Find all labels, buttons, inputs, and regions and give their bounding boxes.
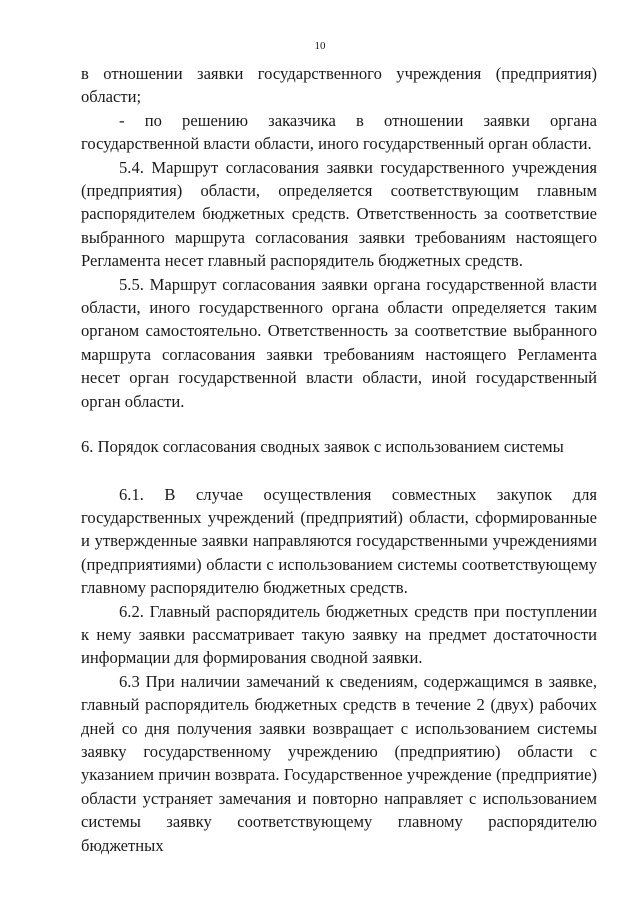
paragraph-6-3: 6.3 При наличии замечаний к сведениям, содержащимся в заявке, главный распорядитель бюджетных средств в течение 2 (двух) рабочих дней со дня получения заявки возвращает с использованием системы заявку государственному учреждению (предприятию) области с указанием причин возврата. Государственное учреждение (предприятие) области устраняет замечания и повторно направляет с использованием системы заявку соответствующему главному распорядителю бюджетных [81,671,597,855]
paragraph-6-2: 6.2. Главный распорядитель бюджетных средств при поступлении к нему заявки рассматривает такую заявку на предмет достаточности информации для формирования сводной заявки. [81,601,597,668]
page-number: 10 [314,40,326,52]
paragraph-customer-decision: - по решению заказчика в отношении заявки органа государственной власти области, иного государственный орган области. [81,110,597,154]
paragraph-6-1: 6.1. В случае осуществления совместных закупок для государственных учреждений (предприятий) области, сформированные и утвержденные заявки направляются государственными учреждениями (предприятиями) области с использованием системы соответствующему главному распорядителю бюджетных средств. [81,484,597,598]
paragraph-5-5: 5.5. Маршрут согласования заявки органа государственной власти области, иного государственного органа области определяется таким органом самостоятельно. Ответственность за соответствие выбранного маршрута согласования заявки требованиям настоящего Регламента несет орган государственной власти области, иной государственный орган области. [81,274,597,411]
section-heading-6: 6. Порядок согласования сводных заявок с использованием системы [81,437,564,457]
paragraph-5-4: 5.4. Маршрут согласования заявки государственного учреждения (предприятия) области, определяется соответствующим главным распорядителем бюджетных средств. Ответственность за соответствие выбранного маршрута согласования заявки требованиям настоящего Регламента несет главный распорядитель бюджетных средств. [81,157,597,271]
paragraph-area-continuation: в отношении заявки государственного учреждения (предприятия) области; [81,64,597,107]
document-body [81,62,597,857]
